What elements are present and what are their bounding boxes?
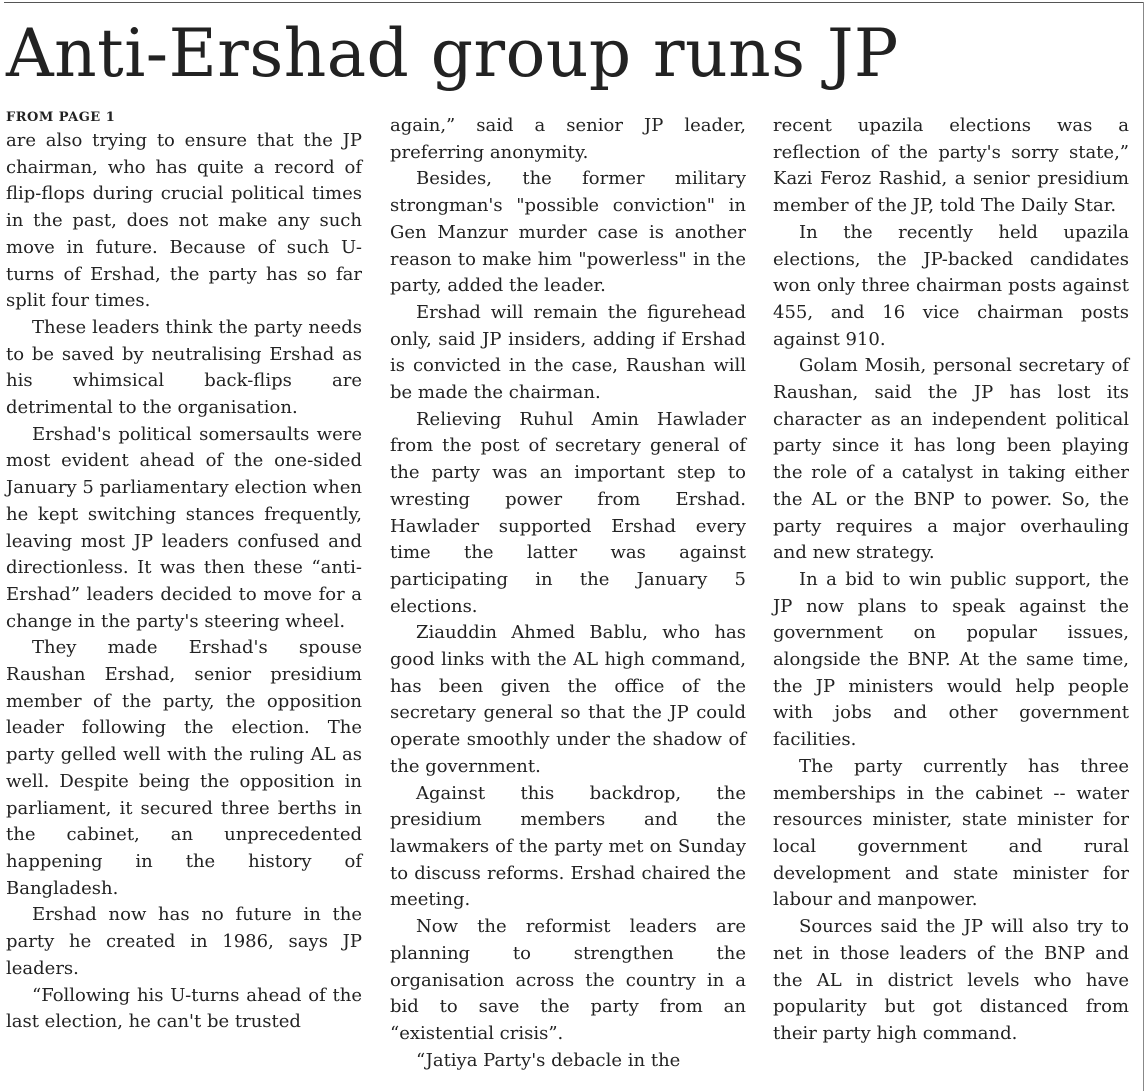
paragraph: Relieving Ruhul Amin Hawlader from the post of secretary general of the party was an important step to wresting power from Ershad. Hawlader supported Ershad every time the latter was against participating in the January 5 elections.	[390, 408, 746, 617]
paragraph: They made Ershad's spouse Raushan Ershad, senior presidium member of the party, the opposition leader following the election. The party gelled well with the ruling AL as well. Despite being the opposition in parliament, it secured three berths in the cabinet, an unprecedented happening in the history of Bangladesh.	[6, 637, 362, 899]
column-2	[390, 113, 746, 1074]
paragraph: “Jatiya Party's debacle in the	[416, 1049, 681, 1071]
paragraph: Golam Mosih, personal secretary of Raushan, said the JP has lost its character as an independent political party since it has long been playing the role of a catalyst in taking either the AL or the BNP to power. So, the party requires a major overhauling and new strategy.	[773, 355, 1129, 564]
continuation-kicker: FROM PAGE 1	[6, 110, 116, 125]
paragraph: Ershad now has no future in the party he created in 1986, says JP leaders.	[6, 904, 362, 979]
paragraph: “Following his U-turns ahead of the last election, he can't be trusted	[6, 984, 362, 1033]
paragraph: Ziauddin Ahmed Bablu, who has good links with the AL high command, has been given the office of the secretary general so that the JP could operate smoothly under the shadow of the government.	[390, 622, 746, 777]
paragraph: again,” said a senior JP leader, preferring anonymity.	[390, 115, 746, 163]
paragraph: Sources said the JP will also try to net in those leaders of the BNP and the AL in district levels who have popularity but got distanced from their party high command.	[773, 916, 1129, 1044]
paragraph: Ershad will remain the figurehead only, said JP insiders, adding if Ershad is convicted in the case, Raushan will be made the chairman.	[390, 301, 746, 404]
top-rule	[4, 2, 1143, 3]
article-body	[0, 108, 1147, 1088]
paragraph: Besides, the former military strongman's "possible conviction" in Gen Manzur murder case is another reason to make him "powerless" in the party, added the leader.	[390, 168, 746, 297]
column-1	[6, 108, 362, 1036]
headline: Anti-Ershad group runs JP	[6, 15, 899, 92]
paragraph: recent upazila elections was a reflection of the party's sorry state,” Kazi Feroz Rashid, a senior presidium member of the JP, told The Daily Star.	[773, 115, 1129, 217]
paragraph: Against this backdrop, the presidium members and the lawmakers of the party met on Sunday to discuss reforms. Ershad chaired the meeting.	[390, 782, 746, 911]
paragraph: Ershad's political somersaults were most evident ahead of the one-sided January 5 parliamentary election when he kept switching stances frequently, leaving most JP leaders confused and directionless. It was then these “anti-Ershad” leaders decided to move for a change in the party's steering wheel.	[6, 423, 362, 632]
column-3	[773, 113, 1129, 1048]
paragraph: The party currently has three memberships in the cabinet -- water resources minister, state minister for local government and rural development and state minister for labour and manpower.	[773, 755, 1129, 911]
paragraph: In a bid to win public support, the JP now plans to speak against the government on popular issues, alongside the BNP. At the same time, the JP ministers would help people with jobs and other government facilities.	[773, 568, 1129, 751]
paragraph: In the recently held upazila elections, the JP-backed candidates won only three chairman posts against 455, and 16 vice chairman posts against 910.	[773, 221, 1129, 350]
paragraph: These leaders think the party needs to be saved by neutralising Ershad as his whimsical back-flips are detrimental to the organisation.	[6, 316, 362, 419]
paragraph: are also trying to ensure that the JP chairman, who has quite a record of flip-flops during crucial political times in the past, does not make any such move in future. Because of such U-turns of Ershad, the party has so far split four times.	[6, 130, 362, 312]
paragraph: Now the reformist leaders are planning to strengthen the organisation across the country in a bid to save the party from an “existential crisis”.	[390, 916, 746, 1044]
